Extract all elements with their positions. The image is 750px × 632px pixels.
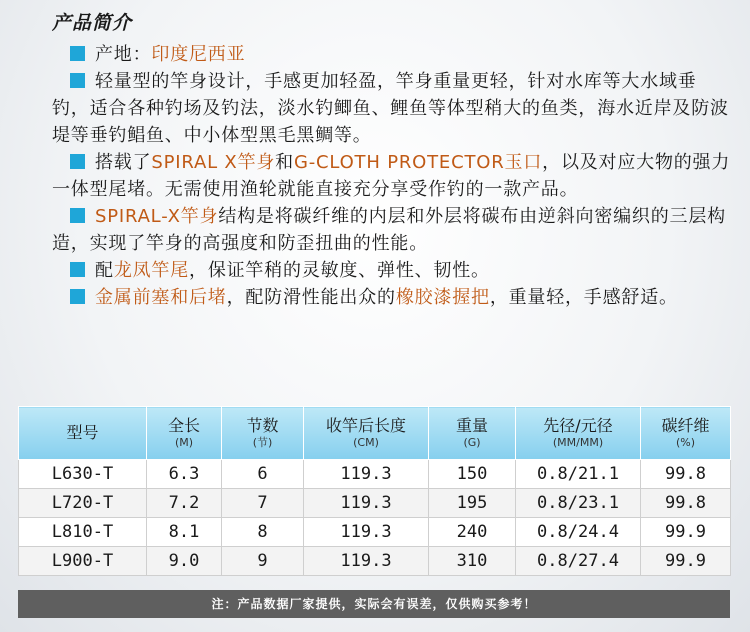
grip-text-b: ，配防滑性能出众的 [226,287,396,308]
equipment-text-e: ，以及对应大物的强力一体型尾堵。无需使用渔轮就能直接充分享受作钓的一款产品。 [52,152,731,200]
cell-diameter: 0.8/23.1 [516,489,641,518]
tail-paragraph [52,257,732,284]
cell-length: 9.0 [147,547,222,576]
bullet-icon [70,208,85,223]
dragon-tail-highlight: 龙凤竿尾 [113,260,190,281]
bullet-icon [70,73,85,88]
cell-closed-length: 119.3 [304,547,429,576]
cell-carbon: 99.9 [641,518,731,547]
cell-carbon: 99.9 [641,547,731,576]
g-cloth-highlight: G-CLOTH PROTECTOR玉口 [293,152,543,173]
header-carbon: 碳纤维 (%) [641,407,731,460]
section-title: 产品简介 [52,12,133,34]
cell-weight: 310 [429,547,516,576]
header-closed-length: 收竿后长度 (CM) [304,407,429,460]
tail-text-a: 配 [95,260,114,281]
cell-diameter: 0.8/24.4 [516,518,641,547]
metal-plug-highlight: 金属前塞和后堵 [95,287,227,308]
table-row [19,547,731,576]
cell-sections: 8 [222,518,304,547]
bullet-icon [70,262,85,277]
spec-table [18,406,731,576]
cell-carbon: 99.8 [641,489,731,518]
header-sections: 节数 (节) [222,407,304,460]
table-row [19,460,731,489]
bullet-icon [70,46,85,61]
grip-text-d: ，重量轻，手感舒适。 [489,287,678,308]
header-model: 型号 [19,407,147,460]
bullet-icon [70,154,85,169]
cell-diameter: 0.8/27.4 [516,547,641,576]
cell-diameter: 0.8/21.1 [516,460,641,489]
product-intro [52,8,732,311]
equipment-paragraph [52,149,732,203]
grip-paragraph [52,284,732,311]
header-weight: 重量 (G) [429,407,516,460]
table-row [19,489,731,518]
equipment-text-a: 搭载了 [95,152,152,173]
origin-value: 印度尼西亚 [151,44,246,65]
cell-sections: 7 [222,489,304,518]
spiral-x-highlight: SPIRAL X竿身 [151,152,276,173]
cell-weight: 150 [429,460,516,489]
rubber-grip-highlight: 橡胶漆握把 [395,287,490,308]
disclaimer-note: 注：产品数据厂家提供，实际会有误差，仅供购买参考！ [18,590,730,618]
cell-length: 7.2 [147,489,222,518]
header-diameter: 先径/元径 (MM/MM) [516,407,641,460]
cell-weight: 195 [429,489,516,518]
structure-paragraph [52,203,732,257]
cell-model: L630-T [19,460,147,489]
cell-length: 6.3 [147,460,222,489]
origin-paragraph [52,41,732,68]
cell-closed-length: 119.3 [304,489,429,518]
cell-weight: 240 [429,518,516,547]
equipment-text-c: 和 [275,152,294,173]
cell-model: L810-T [19,518,147,547]
tail-text-c: ，保证竿稍的灵敏度、弹性、韧性。 [189,260,490,281]
design-paragraph [52,68,732,149]
bullet-icon [70,289,85,304]
table-row [19,518,731,547]
structure-text: 结构是将碳纤维的内层和外层将碳布由逆斜向密编织的三层构造，实现了竿身的高强度和防歪扭曲的性能。 [52,206,726,254]
cell-closed-length: 119.3 [304,518,429,547]
design-text: 轻量型的竿身设计，手感更加轻盈，竿身重量更轻，针对水库等大水域垂钓，适合各种钓场及钓法，淡水钓鲫鱼、鲤鱼等体型稍大的鱼类，海水近岸及防波堤等垂钓鲳鱼、中小体型黑毛黑鲷等。 [52,71,729,146]
spiral-x-structure-highlight: SPIRAL-X竿身 [95,206,219,227]
origin-label: 产地： [95,44,152,65]
cell-length: 8.1 [147,518,222,547]
cell-model: L720-T [19,489,147,518]
cell-carbon: 99.8 [641,460,731,489]
cell-sections: 9 [222,547,304,576]
table-header-row [19,407,731,460]
header-length: 全长 (M) [147,407,222,460]
cell-sections: 6 [222,460,304,489]
cell-model: L900-T [19,547,147,576]
cell-closed-length: 119.3 [304,460,429,489]
